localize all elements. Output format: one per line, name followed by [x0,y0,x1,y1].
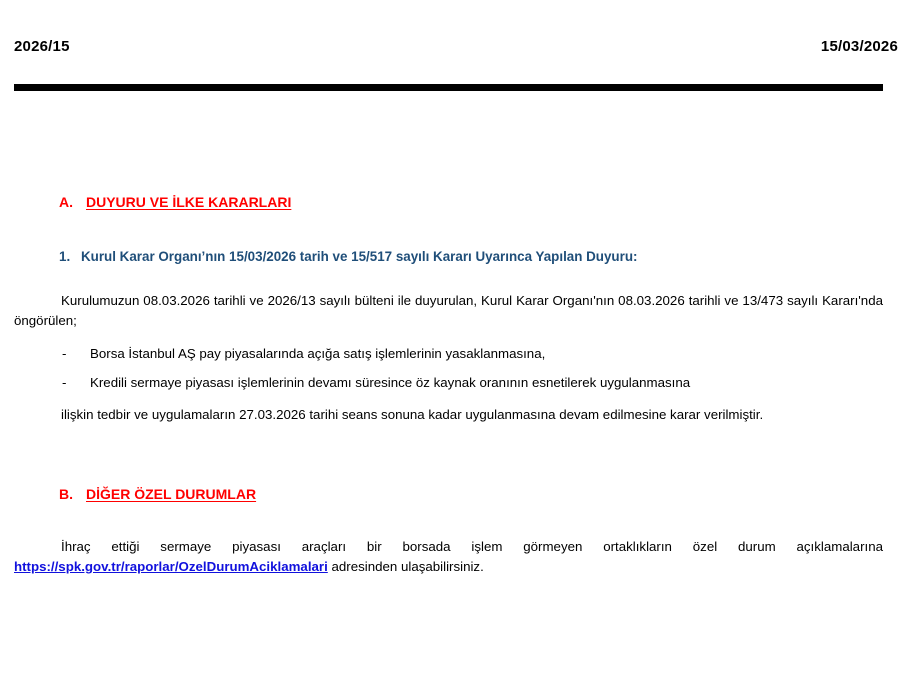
list-item-text: Kredili sermaye piyasası işlemlerinin devamı süresince öz kaynak oranının esnetilerek uygulanmasına [90,375,691,391]
spacer [14,213,883,247]
page-header [14,38,898,55]
section-b-paragraph [14,537,883,578]
spacer [14,363,883,373]
header-divider-rule [14,84,883,91]
section-a-heading [14,192,883,213]
section-a-item1-number: 1. [59,249,71,264]
dash-bullet-icon: - [62,345,67,361]
bulletin-date: 15/03/2026 [820,38,898,55]
section-b-letter: B. [59,485,73,502]
list-item [14,373,883,393]
section-a-letter: A. [59,194,73,210]
list-item [14,344,883,364]
spacer [14,505,883,537]
section-b-title: DİĞER ÖZEL DURUMLAR [86,485,257,502]
section-a-item1-heading [14,247,883,267]
spacer [14,332,883,344]
spacer [14,120,883,192]
section-b-text-before-link: İhraç ettiği sermaye piyasası araçları bir borsada işlem görmeyen ortaklıkların özel durum açıklamalarına [61,538,883,554]
document-body [14,120,883,578]
ozel-durum-aciklamalari-link[interactable]: https://spk.gov.tr/raporlar/OzelDurumAciklamalari [14,559,328,575]
spacer [14,393,883,405]
section-a-item1-closing: ilişkin tedbir ve uygulamaların 27.03.2026 tarihi seans sonuna kadar uygulanmasına devam edilmesine karar verilmiştir. [61,407,764,423]
section-b-text-after-link: adresinden ulaşabilirsiniz. [331,559,484,575]
dash-bullet-icon: - [62,375,67,391]
section-a-item1-paragraph: Kurulumuzun 08.03.2026 tarihli ve 2026/13 sayılı bülteni ile duyurulan, Kurul Karar Organı'nın 08.03.2026 tarihli ve 13/473 sayılı Kararı'nda öngörülen; [14,293,883,329]
section-a-item1-title: Kurul Karar Organı’nın 15/03/2026 tarih ve 15/517 sayılı Kararı Uyarınca Yapılan Duyuru: [81,249,638,264]
list-item-text: Borsa İstanbul AŞ pay piyasalarında açığa satış işlemlerinin yasaklanmasına, [90,345,546,361]
section-a-title: DUYURU VE İLKE KARARLARI [86,194,292,210]
section-b-heading [14,484,883,505]
bulletin-number: 2026/15 [14,38,70,55]
spacer [14,267,883,291]
spacer [14,426,883,484]
